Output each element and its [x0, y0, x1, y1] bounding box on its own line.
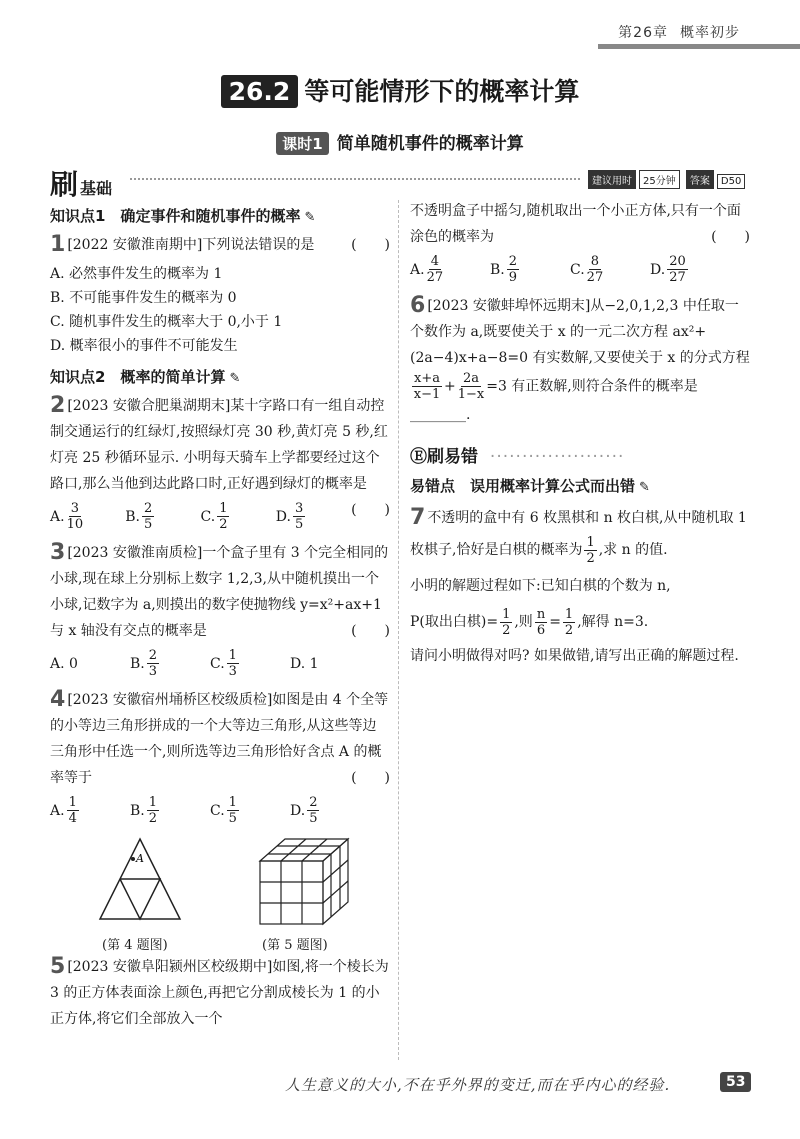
numerator: 1 [219, 501, 228, 516]
fraction [217, 501, 229, 532]
denominator: 1−x [457, 387, 485, 402]
answer-paren: ( ) [351, 770, 390, 786]
chapter-tag [618, 22, 740, 42]
answer-paren: ( ) [351, 237, 390, 253]
lesson-tag: 课时1 [276, 132, 328, 155]
fraction [535, 607, 547, 638]
numerator: 2 [508, 254, 518, 269]
question-number: 3 [50, 540, 66, 565]
basic-heading-big: 刷 [50, 168, 79, 201]
text: ,解得 n=3. [577, 614, 649, 630]
question-text: 不透明的盒中有 6 枚黑棋和 n 枚白棋,从中随机取 1 枚棋子,恰好是白棋的概率为 [410, 510, 747, 558]
question-3-options [50, 648, 390, 679]
time-label: 建议用时 [588, 170, 636, 189]
question-number: 6 [410, 293, 426, 318]
option-label: B. [130, 655, 145, 672]
denominator: 4 [68, 811, 77, 826]
fraction [458, 371, 485, 402]
section-title-text: 等可能情形下的概率计算 [304, 77, 580, 106]
numerator: 8 [590, 254, 600, 269]
question-number: 1 [50, 232, 66, 257]
option-b [125, 501, 200, 532]
right-column [410, 198, 750, 674]
option-c: C. 随机事件发生的概率大于 0,小于 1 [50, 314, 283, 330]
question-4-options [50, 795, 390, 826]
question-7 [410, 502, 750, 566]
pen-icon: ✎ [304, 210, 316, 225]
error-heading-text: 刷易错 [427, 447, 478, 467]
fig4-caption: (第 4 题图) [102, 938, 168, 953]
option-d [290, 795, 370, 826]
option-label: D. [290, 802, 306, 819]
answer-paren: ( ) [351, 502, 390, 518]
numerator: 4 [430, 254, 439, 269]
question-text: [2022 安徽淮南期中]下列说法错误的是 [67, 237, 315, 253]
denominator: x−1 [413, 387, 441, 402]
fraction [587, 254, 604, 285]
question-5 [50, 954, 390, 1032]
pen-icon: ✎ [229, 371, 241, 386]
dotted-leader: ····················· [489, 447, 625, 467]
fraction [67, 795, 79, 826]
fraction [584, 535, 596, 566]
denominator: 5 [228, 811, 237, 826]
question-number: 7 [410, 505, 426, 530]
option-label: C. [200, 508, 216, 525]
question-text: [2023 安徽合肥巢湖期末]某十字路口有一组自动控制交通运行的红绿灯,按照绿灯亮 30 秒,黄灯亮 5 秒,红灯亮 25 秒循环显示. 小明每天骑车上学都要经过这个路口,那么当他到达此路口时,正好遇到绿灯的概率是 [50, 398, 388, 492]
denominator: 2 [502, 622, 511, 638]
basic-heading-small: 基础 [80, 179, 113, 198]
fraction [293, 501, 305, 532]
pen-icon: ✎ [639, 480, 650, 495]
denominator: 3 [228, 664, 237, 679]
denominator: 5 [294, 517, 304, 532]
option-d: D. 概率很小的事件不可能发生 [50, 338, 238, 354]
denominator: 27 [586, 270, 604, 285]
basic-section-heading [50, 163, 112, 203]
denominator: 5 [309, 811, 318, 826]
denominator: 2 [219, 517, 228, 532]
column-divider [398, 200, 399, 1060]
fig5-caption: (第 5 题图) [262, 938, 328, 953]
text: ,则 [514, 614, 533, 630]
chapter-name: 概率初步 [680, 25, 740, 41]
solution-line-2 [410, 606, 750, 638]
question-number: 4 [50, 687, 66, 712]
denominator: 27 [669, 270, 686, 285]
option-d: D. 1 [290, 655, 319, 672]
numerator: 2 [309, 795, 318, 810]
option-b [130, 648, 210, 679]
question-2 [50, 393, 390, 518]
time-value: 25分钟 [639, 170, 680, 189]
fraction [427, 254, 444, 285]
text: = [549, 614, 561, 630]
option-label: D. [650, 261, 666, 278]
numerator: 1 [564, 606, 574, 622]
question-2-options [50, 501, 351, 532]
denominator: 6 [536, 622, 546, 638]
fraction [307, 795, 319, 826]
numerator: 2a [462, 371, 479, 386]
question-text: [2023 安徽阜阳颍州区校级期中]如图,将一个棱长为 3 的正方体表面涂上颜色,再把它分割成棱长为 1 的小正方体,将它们全部放入一个 [50, 959, 389, 1027]
lesson-title [0, 129, 800, 155]
chapter-number: 第26章 [618, 25, 668, 41]
option-label: A. [410, 261, 425, 278]
numerator: 1 [148, 795, 158, 810]
question-4 [50, 687, 390, 791]
figures [50, 834, 390, 954]
fraction [67, 501, 84, 532]
numerator: 1 [68, 795, 77, 810]
option-a [50, 795, 130, 826]
option-label: B. [125, 508, 141, 525]
solution-line-1: 小明的解题过程如下:已知白棋的个数为 n, [410, 578, 671, 594]
page-number: 53 [720, 1072, 751, 1092]
question-5-continued [410, 198, 750, 250]
kp2-text: 知识点2 概率的简单计算 [50, 368, 226, 386]
fraction [500, 607, 512, 638]
question-text: 不透明盒子中摇匀,随机取出一个小正方体,只有一个面涂色的概率为 [410, 203, 741, 245]
question-text: [2023 安徽淮南质检]一个盒子里有 3 个完全相同的小球,现在球上分别标上数字 1,2,3,从中随机摸出一个小球,记数字为 a,则摸出的数字使抛物线 y=x²+ax+1 与 x 轴没有交点的概率是 [50, 545, 389, 639]
header-bar [598, 44, 800, 49]
numerator: n [536, 606, 546, 622]
answer-page: D50 [717, 174, 745, 189]
fraction [227, 648, 239, 679]
triangle-figure [95, 834, 185, 929]
option-b [490, 254, 570, 285]
numerator: 3 [294, 501, 304, 516]
numerator: 2 [144, 501, 153, 516]
option-label: B. [130, 802, 145, 819]
error-section-heading [410, 442, 750, 467]
option-c [201, 501, 276, 532]
fraction [563, 607, 575, 638]
option-a [410, 254, 490, 285]
question-3 [50, 540, 390, 644]
denominator: 2 [564, 622, 574, 638]
fraction [147, 795, 159, 826]
option-label: C. [210, 655, 225, 672]
question-text: [2023 安徽宿州埇桥区校级质检]如图是由 4 个全等的小等边三角形拼成的一个大等边三角形,从这些等边三角形中任选一个,则所选等边三角形恰好含点 A 的概率等于 [50, 692, 389, 786]
footer-quote: 人生意义的大小,不在乎外界的变迁,而在乎内心的经验. [285, 1076, 671, 1094]
option-a [50, 501, 125, 532]
fraction [412, 371, 442, 402]
denominator: 3 [148, 664, 158, 679]
error-point-text: 易错点 误用概率计算公式而出错 [410, 477, 636, 495]
error-point [410, 475, 750, 496]
dotted-divider [130, 178, 580, 180]
denominator: 10 [66, 517, 84, 532]
option-label: A. [50, 802, 65, 819]
fraction [667, 254, 688, 285]
option-b: B. 不可能事件发生的概率为 0 [50, 290, 237, 306]
solution-line-3: 请问小明做得对吗? 如果做错,请写出正确的解题过程. [410, 648, 739, 664]
question-number: 2 [50, 393, 66, 418]
error-icon: Ⓔ [410, 447, 427, 467]
question-number: 5 [50, 954, 66, 979]
cube-figure [255, 836, 355, 928]
denominator: 27 [426, 270, 444, 285]
question-6 [410, 293, 750, 428]
question-text: [2023 安徽蚌埠怀远期末]从−2,0,1,2,3 中任取一个数作为 a,既要使关于 x 的一元二次方程 ax²+(2a−4)x+a−8=0 有实数解,又要使关于 x 的分式方程 [410, 298, 750, 366]
plus-sign: + [443, 378, 456, 395]
fraction [507, 254, 519, 285]
numerator: 1 [586, 534, 595, 550]
section-number: 26.2 [221, 75, 299, 108]
option-b [130, 795, 210, 826]
numerator: 20 [669, 254, 686, 269]
numerator: 1 [502, 606, 511, 622]
fraction [147, 648, 159, 679]
answer-label: 答案 [686, 170, 714, 189]
fraction [227, 795, 239, 826]
fraction [142, 501, 154, 532]
numerator: 1 [228, 648, 237, 663]
denominator: 9 [508, 270, 518, 285]
question-text-end: ,求 n 的值. [598, 542, 668, 558]
option-c [210, 648, 290, 679]
numerator: 3 [70, 501, 79, 516]
knowledge-point-1 [50, 205, 390, 226]
question-1 [50, 232, 390, 258]
option-label: C. [210, 802, 225, 819]
question-text-end: =3 有正数解,则符合条件的概率是________. [410, 378, 698, 423]
denominator: 2 [148, 811, 158, 826]
option-label: B. [490, 261, 505, 278]
denominator: 2 [586, 550, 595, 566]
option-a: A. 必然事件发生的概率为 1 [50, 266, 223, 282]
left-column [50, 205, 390, 1036]
option-d [276, 501, 351, 532]
text: P(取出白棋)= [410, 614, 499, 630]
answer-paren: ( ) [711, 229, 750, 245]
lesson-title-text: 简单随机事件的概率计算 [336, 134, 524, 154]
kp1-text: 知识点1 确定事件和随机事件的概率 [50, 207, 301, 225]
denominator: 5 [144, 517, 153, 532]
numerator: 2 [148, 648, 158, 663]
answer-paren: ( ) [351, 623, 390, 639]
question-5-options [410, 254, 750, 285]
time-box [588, 170, 748, 189]
numerator: x+a [414, 371, 440, 386]
option-label: C. [570, 261, 585, 278]
option-label: D. [275, 508, 291, 525]
option-d [650, 254, 730, 285]
numerator: 1 [228, 795, 237, 810]
option-c [570, 254, 650, 285]
point-a-label: A [136, 852, 144, 865]
option-a: A. 0 [50, 655, 78, 672]
section-title [0, 72, 800, 108]
option-c [210, 795, 290, 826]
knowledge-point-2 [50, 366, 390, 387]
option-label: A. [50, 508, 65, 525]
